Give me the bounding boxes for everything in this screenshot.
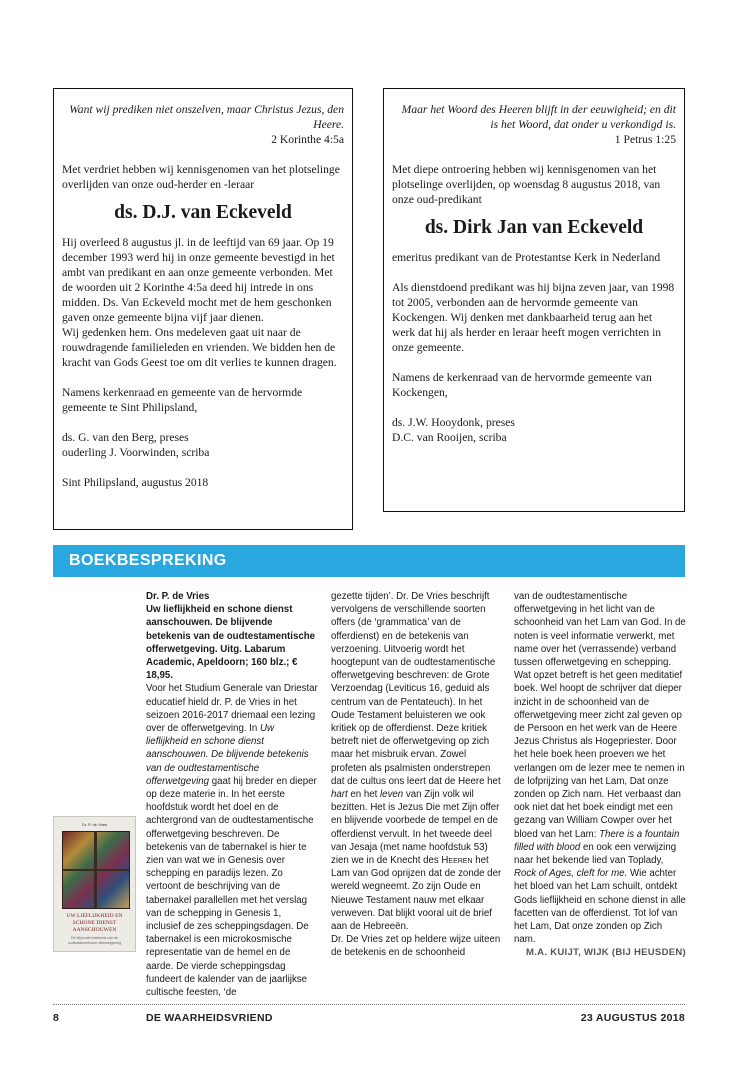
signatory: ds. J.W. Hooydonk, preses xyxy=(392,416,515,429)
review-book-title: Uw lieflijkheid en schone dienst aanschouwen. De blijvende betekenis van de oudtestamentische offerwetgeving. Uitg. Labarum Academic, Apeldoorn; 160 blz.; € 18,95. xyxy=(146,604,316,682)
place-date: Sint Philipsland, augustus 2018 xyxy=(62,476,209,489)
bible-quote: Want wij prediken niet onszelven, maar Christus Jezus, den Heere. xyxy=(69,103,344,131)
signatory: D.C. van Rooijen, scriba xyxy=(392,431,507,444)
footer-divider xyxy=(53,1004,685,1005)
notice-intro: Met diepe ontroering hebben wij kennisgenomen van het plotselinge overlijden, op woensdag 8 augustus 2018, van onze oud-predikant xyxy=(392,163,661,206)
review-column-2 xyxy=(331,590,503,960)
notice-behalf: Namens de kerkenraad van de hervormde gemeente van Kockengen, xyxy=(392,371,652,399)
review-text: gezette tijden’. Dr. De Vries beschrijft vervolgens de verschillende soorten offers (de ‘grammatica’ van de offerdienst) en de betekenis van verzoening. Uitvoerig wordt het hoogtepunt van de oudtestamentische offerwetgeving beschreven: de Grote Verzoendag (Leviticus 16, geduid als centrum van de Pentateuch). In het Oude Testament beluisteren we ook kritiek op de offerdienst. Deze kritiek betreft niet de offerwetgeving op zich maar het misbruik ervan. Zowel profeten als psalmisten onderstrepen dat de cultus ons leert dat de Heere het hart en het leven van Zijn volk wil bezitten. Het is Jezus Die met Zijn offer en blijvende voorbede de tempel en de offerdienst vervult. In het tweede deel van Jesaja (met name hoofdstuk 53) zien we in de Knecht des Heeren het Lam van God oprijzen dat de zonde der wereld wegneemt. Zo zijn Oude en Nieuwe Testament nauw met elkaar verweven. Dat blijkt vooral uit de brief aan de Hebreeën. xyxy=(331,591,502,933)
obituary-notice-right xyxy=(383,88,685,512)
notice-intro: Met verdriet hebben wij kennisgenomen van het plotselinge overlijden van onze oud-herder en -leraar xyxy=(62,163,340,191)
review-column-3 xyxy=(514,590,686,960)
page-number: 8 xyxy=(53,1012,60,1024)
notice-body: Hij overleed 8 augustus jl. in de leeftijd van 69 jaar. Op 19 december 1993 werd hij in onze gemeente bevestigd in het ambt van predikant en aan onze gemeente verbonden. Met de woorden uit 2 Korinthe 4:5a deed hij intrede in ons midden. Ds. Van Eckeveld mocht met de hem geschonken gaven onze gemeente bijna vijf jaar dienen. xyxy=(62,236,335,324)
cover-title: UW LIEFLIJKHEID EN SCHONE DIENST AANSCHOUWEN xyxy=(66,913,123,933)
cover-author: Dr. P. de Vries xyxy=(81,822,108,827)
deceased-name: ds. Dirk Jan van Eckeveld xyxy=(424,217,644,238)
bible-reference: 1 Petrus 1:25 xyxy=(614,133,676,146)
notice-body: Als dienstdoend predikant was hij bijna zeven jaar, van 1998 tot 2005, verbonden aan de hervormde gemeente van Kockengen. Wij denken met dankbaarheid terug aan het werk dat hij als herder en leraar heeft mogen verrichten in onze gemeente. xyxy=(392,281,675,354)
publication-name: DE WAARHEIDSVRIEND xyxy=(146,1012,273,1024)
review-text: van de oudtestamentische offerwetgeving in het licht van de schoonheid van het Lam van God. In de noten is veel informatie verwerkt, met name over het (verrassende) verband tussen offerwetgeving en schepping. Wat opzet betreft is het geen meditatief boek. Wel hoopt de schrijver dat dieper inzicht in de schoonheid van de offerwetgeving meer zicht zal geven op de Persoon en het werk van de Heere Jezus Christus als Hogepriester. Door het hele boek heen proeven we het verlangen om de lezer mee te nemen in de lofprijzing van het Lam, Dat onze zonden op Zich nam. Het verbaast dan ook niet dat het boek eindigt met een gezang van William Cowper over het bloed van het Lam: There is a fountain filled with blood en ook een verwijzing naar het bekende lied van Toplady, Rock of Ages, cleft for me. Wie achter het bloed van het Lam schuilt, ontdekt Gods lieflijkheid en schone dienst in alle facetten van de offerdienst. Tot lof van het Lam, Dat onze zonden op Zich nam. xyxy=(514,591,686,946)
issue-date: 23 AUGUSTUS 2018 xyxy=(580,1012,685,1024)
notice-body: Wij gedenken hem. Ons medeleven gaat uit naar de rouwdragende familieleden en vrienden. We bidden hen de kracht van Gods Geest toe om dit verlies te kunnen dragen. xyxy=(62,326,337,369)
notice-behalf: Namens kerkenraad en gemeente van de hervormde gemeente te Sint Philipsland, xyxy=(62,386,303,414)
signatory: ouderling J. Voorwinden, scriba xyxy=(62,446,210,459)
review-text: Voor het Studium Generale van Driestar educatief hield dr. P. de Vries in het seizoen 2016-2017 driemaal een lezing over de offerwetgeving. In Uw lieflijkheid en schone dienst aanschouwen. De blijvende betekenis van de oudtestamentische offerwetgeving gaat hij breder en dieper op deze materie in. In het eerste hoofdstuk wordt het doel en de achtergrond van de oudtestamentische offerwetgeving beschreven. De betekenis van de tabernakel is hier te zien van wat we in Genesis over schepping en paradijs lezen. Zo vertoont de beschrijving van de tabernakel parallellen met het verslag van de schepping in Genesis 1, inclusief de zes scheppingsdagen. De tabernakel is een microkosmische representatie van de hemel en de aarde. De vierde scheppingsdag fundeert de kalender van de jaarlijkse cultische feesten, ‘de xyxy=(146,683,318,999)
deceased-title: emeritus predikant van de Protestantse Kerk in Nederland xyxy=(392,251,661,264)
deceased-name: ds. D.J. van Eckeveld xyxy=(114,202,292,223)
obituary-notice-left xyxy=(53,88,353,530)
bible-reference: 2 Korinthe 4:5a xyxy=(271,133,344,146)
book-cover-image xyxy=(53,816,136,952)
cover-subtitle: De blijvende betekenis van de oudtestamentische offerwetgeving xyxy=(67,936,122,945)
stained-glass-window xyxy=(62,831,130,909)
section-header: BOEKBESPREKING xyxy=(53,545,685,577)
reviewer-signature: M.A. KUIJT, WIJK (BIJ HEUSDEN) xyxy=(526,947,686,959)
signatory: ds. G. van den Berg, preses xyxy=(62,431,189,444)
bible-quote: Maar het Woord des Heeren blijft in der eeuwigheid; en dit is het Woord, dat onder u verkondigd is. xyxy=(401,103,676,131)
review-text: Dr. De Vries zet op heldere wijze uiteen de betekenis en de schoonheid xyxy=(331,934,501,959)
review-author: Dr. P. de Vries xyxy=(146,591,210,602)
review-column-1 xyxy=(146,590,318,999)
